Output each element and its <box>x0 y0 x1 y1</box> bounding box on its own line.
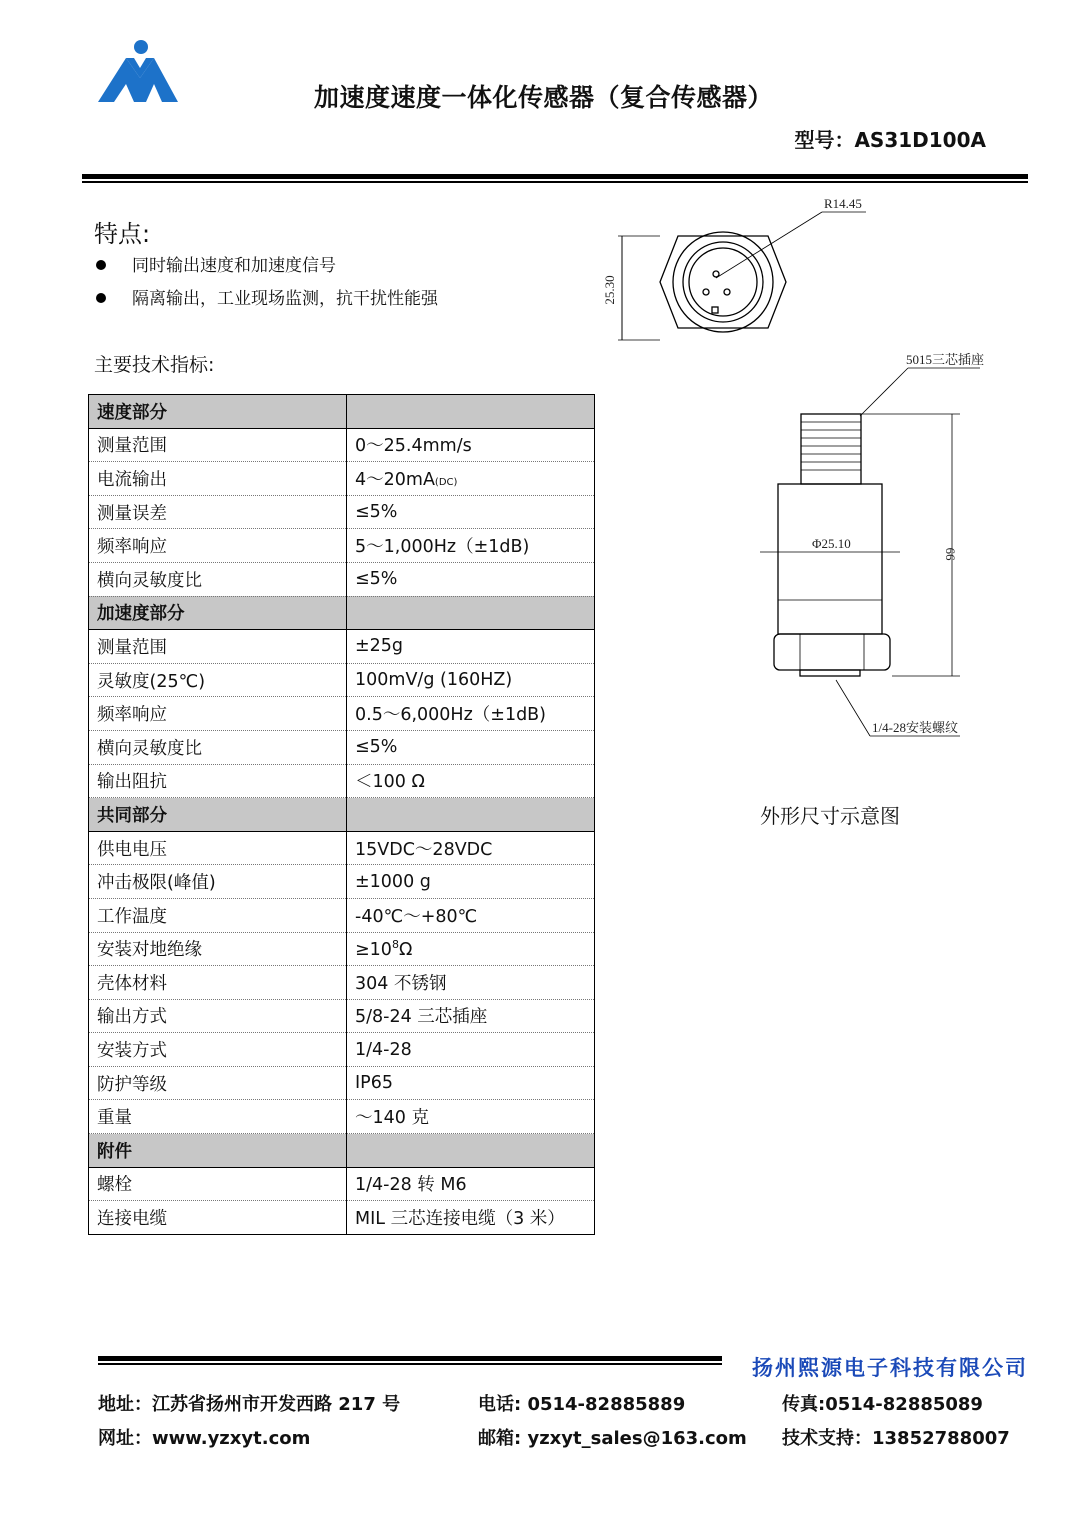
table-row <box>89 999 595 1033</box>
phone: 电话: 0514-82885889 <box>478 1394 686 1415</box>
fax: 传真:0514-82885089 <box>782 1394 983 1415</box>
spec-value: 1/4-28 <box>347 1033 595 1067</box>
spec-value: 0～25.4mm/s <box>347 428 595 462</box>
header-divider <box>82 174 1028 179</box>
spec-label: 电流输出 <box>89 462 347 496</box>
spec-value: 4～20mA(DC) <box>347 462 595 496</box>
table-row <box>89 428 595 462</box>
width-label: 25.30 <box>602 275 617 305</box>
spec-value: 0.5～6,000Hz（±1dB) <box>347 697 595 731</box>
spec-label: 测量范围 <box>89 630 347 664</box>
company-name: 扬州熙源电子科技有限公司 <box>752 1356 1028 1380</box>
spec-value: ±1000 g <box>347 865 595 899</box>
spec-value: ～140 克 <box>347 1100 595 1134</box>
spec-value: $\ge 10^8\Omega$ <box>347 932 595 966</box>
spec-value: IP65 <box>347 1066 595 1100</box>
list-item <box>96 254 438 287</box>
features-heading: 特点: <box>94 220 151 248</box>
spec-label: 供电电压 <box>89 831 347 865</box>
specs-table <box>88 394 595 1235</box>
spec-label: 测量范围 <box>89 428 347 462</box>
spec-value: MIL 三芯连接电缆（3 米） <box>347 1201 595 1235</box>
diameter-label: Φ25.10 <box>812 536 851 551</box>
table-row <box>89 462 595 496</box>
table-row <box>89 966 595 1000</box>
table-row <box>89 1167 595 1201</box>
spec-label: 安装方式 <box>89 1033 347 1067</box>
table-row <box>89 831 595 865</box>
section-title: 加速度部分 <box>89 596 347 630</box>
spec-label: 连接电缆 <box>89 1201 347 1235</box>
table-row <box>89 1201 595 1235</box>
table-row <box>89 630 595 664</box>
spec-value: 5/8-24 三芯插座 <box>347 999 595 1033</box>
spec-value: ±25g <box>347 630 595 664</box>
section-row <box>89 596 595 630</box>
model-number: 型号：AS31D100A <box>794 128 986 152</box>
spec-label: 横向灵敏度比 <box>89 562 347 596</box>
connector-label: 5015三芯插座 <box>906 352 985 367</box>
spec-label: 测量误差 <box>89 495 347 529</box>
spec-label: 重量 <box>89 1100 347 1134</box>
radius-label: R14.45 <box>824 196 862 211</box>
address: 地址：江苏省扬州市开发西路 217 号 <box>98 1394 401 1415</box>
spec-value: -40℃～+80℃ <box>347 898 595 932</box>
spec-label: 输出方式 <box>89 999 347 1033</box>
website-link[interactable]: 网址：www.yzxyt.com <box>98 1428 311 1449</box>
spec-label: 输出阻抗 <box>89 764 347 798</box>
spec-label: 灵敏度(25℃) <box>89 663 347 697</box>
thread-label: 1/4-28安装螺纹 <box>872 720 958 735</box>
specs-heading: 主要技术指标: <box>94 354 215 376</box>
support-phone: 技术支持：13852788007 <box>782 1428 1010 1449</box>
table-row <box>89 1033 595 1067</box>
spec-value: ≤5% <box>347 495 595 529</box>
feature-text: 隔离输出，工业现场监测，抗干扰性能强 <box>132 289 438 309</box>
list-item <box>96 287 438 320</box>
table-row <box>89 1066 595 1100</box>
spec-value: ≤5% <box>347 730 595 764</box>
spec-label: 螺栓 <box>89 1167 347 1201</box>
page-title: 加速度速度一体化传感器（复合传感器） <box>314 83 774 112</box>
footer-divider-thin <box>98 1363 722 1365</box>
spec-label: 频率响应 <box>89 697 347 731</box>
section-title: 共同部分 <box>89 798 347 832</box>
feature-text: 同时输出速度和加速度信号 <box>132 256 336 276</box>
spec-label: 壳体材料 <box>89 966 347 1000</box>
dimension-drawing <box>600 190 1000 750</box>
table-row <box>89 730 595 764</box>
bullet-icon <box>96 293 106 303</box>
section-row <box>89 395 595 429</box>
table-row <box>89 562 595 596</box>
email-link[interactable]: 邮箱: yzxyt_sales@163.com <box>478 1428 747 1449</box>
footer-divider <box>98 1356 722 1361</box>
spec-label: 安装对地绝缘 <box>89 932 347 966</box>
feature-list <box>96 254 438 320</box>
company-logo <box>96 38 182 104</box>
table-row <box>89 663 595 697</box>
height-label: 66 <box>943 547 958 561</box>
spec-value: 1/4-28 转 M6 <box>347 1167 595 1201</box>
spec-value: 100mV/g (160HZ) <box>347 663 595 697</box>
table-row <box>89 932 595 966</box>
section-title: 速度部分 <box>89 395 347 429</box>
bullet-icon <box>96 260 106 270</box>
spec-value: 304 不锈钢 <box>347 966 595 1000</box>
header-divider-thin <box>82 181 1028 183</box>
table-row <box>89 865 595 899</box>
drawing-caption: 外形尺寸示意图 <box>760 804 900 828</box>
spec-value: ≤5% <box>347 562 595 596</box>
spec-label: 频率响应 <box>89 529 347 563</box>
table-row <box>89 764 595 798</box>
spec-value: 15VDC～28VDC <box>347 831 595 865</box>
table-row <box>89 529 595 563</box>
spec-label: 冲击极限(峰值) <box>89 865 347 899</box>
spec-label: 工作温度 <box>89 898 347 932</box>
hex-outline <box>660 236 786 328</box>
table-row <box>89 697 595 731</box>
table-row <box>89 898 595 932</box>
spec-label: 防护等级 <box>89 1066 347 1100</box>
spec-label: 横向灵敏度比 <box>89 730 347 764</box>
section-row <box>89 798 595 832</box>
table-row <box>89 1100 595 1134</box>
spec-value: 5～1,000Hz（±1dB) <box>347 529 595 563</box>
table-row <box>89 495 595 529</box>
section-row <box>89 1134 595 1168</box>
section-title: 附件 <box>89 1134 347 1168</box>
spec-value: ＜100 Ω <box>347 764 595 798</box>
